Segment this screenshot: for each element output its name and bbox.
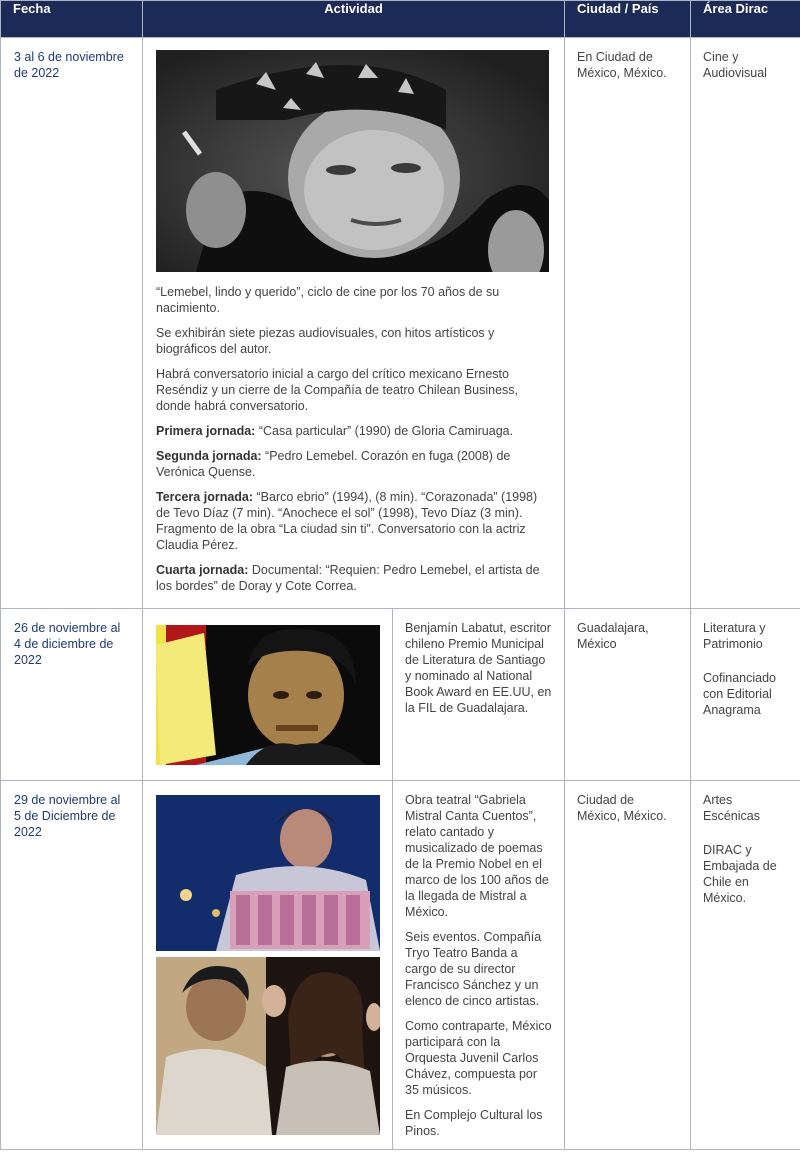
theatre-stage-photo-bottom — [156, 957, 380, 1135]
description-paragraph: Se exhibirán siete piezas audiovisuales, con hitos artísticos y biográficos del autor. — [156, 326, 495, 356]
header-ciudad: Ciudad / País — [565, 1, 691, 38]
date-cell — [1, 38, 143, 609]
description-paragraph: En Complejo Cultural los Pinos. — [405, 1108, 543, 1138]
header-area: Área Dirac — [691, 1, 800, 38]
description-paragraph: Tercera jornada: “Barco ebrio” (1994), (8 min). “Corazonada” (1998) de Tevo Díaz (7 min). “Anochece el sol” (1998), Tevo Díaz (3 min). Fragmento de la obra “La ciudad sin ti”. Conversatorio con la actriz Claudia Pérez. — [156, 490, 538, 552]
activity-description — [393, 781, 564, 1139]
header-actividad: Actividad — [143, 1, 565, 38]
theatre-stage-photo-top — [156, 795, 380, 951]
event-city: En Ciudad de México, México. — [577, 50, 667, 80]
event-date: 3 al 6 de noviembre de 2022 — [14, 50, 124, 80]
description-paragraph: Segunda jornada: “Pedro Lemebel. Corazón en fuga (2008) de Verónica Quense. — [156, 449, 511, 479]
event-date: 26 de noviembre al 4 de diciembre de 2022 — [14, 621, 121, 667]
description-paragraph: Como contraparte, México participará con la Orquesta Juvenil Carlos Chávez, compuesta por 35 músicos. — [405, 1019, 552, 1097]
description-paragraph: Seis eventos. Compañía Tryo Teatro Banda a cargo de su director Francisco Sánchez y un elenco de cinco artistas. — [405, 930, 542, 1008]
area-cell — [691, 609, 800, 781]
event-city: Guadalajara, México — [577, 621, 649, 651]
date-cell — [1, 781, 143, 1150]
header-fecha: Fecha — [1, 1, 143, 38]
event-city: Ciudad de México, México. — [577, 793, 667, 823]
event-area: Cine y Audiovisual — [703, 50, 767, 80]
description-paragraph: Habrá conversatorio inicial a cargo del crítico mexicano Ernesto Reséndiz y un cierre de la Compañía de teatro Chilean Business, donde habrá conversatorio. — [156, 367, 519, 413]
activity-description — [156, 284, 550, 594]
activity-image-cell — [143, 781, 393, 1150]
city-cell — [565, 781, 691, 1150]
description-paragraph: Obra teatral “Gabriela Mistral Canta Cuentos”, relato cantado y musicalizado de poemas de la Premio Nobel en el marco de los 100 años de la llegada de Mistral a México. — [405, 793, 549, 919]
description-paragraph: Cuarta jornada: Documental: “Requien: Pedro Lemebel, el artista de los bordes” de Doray y Cote Correa. — [156, 563, 540, 593]
event-area: Literatura y Patrimonio Cofinanciado con Editorial Anagrama — [703, 621, 776, 717]
area-cell — [691, 38, 800, 609]
activity-cell — [143, 38, 565, 609]
table-row — [1, 609, 800, 781]
city-cell — [565, 38, 691, 609]
city-cell — [565, 609, 691, 781]
table-row — [1, 38, 800, 609]
activity-text-cell — [393, 781, 565, 1150]
activity-image-cell — [143, 609, 393, 781]
area-cell — [691, 781, 800, 1150]
description-paragraph: “Lemebel, lindo y querido”, ciclo de cine por los 70 años de su nacimiento. — [156, 285, 500, 315]
activity-text-cell — [393, 609, 565, 781]
event-area: Artes Escénicas DIRAC y Embajada de Chile en México. — [703, 793, 777, 905]
description-paragraph: Primera jornada: “Casa particular” (1990) de Gloria Camiruaga. — [156, 424, 514, 438]
event-date: 29 de noviembre al 5 de Diciembre de 2022 — [14, 793, 121, 839]
table-row — [1, 781, 800, 1150]
portrait-with-book-image — [156, 625, 380, 765]
date-cell — [1, 609, 143, 781]
table-header-row — [1, 1, 800, 38]
description-paragraph: Benjamín Labatut, escritor chileno Premio Municipal de Literatura de Santiago y nominado al National Book Award en EE.UU, en la FIL de Guadalajara. — [405, 621, 552, 715]
portrait-with-bandana-image — [156, 50, 549, 272]
activity-description — [393, 609, 564, 716]
